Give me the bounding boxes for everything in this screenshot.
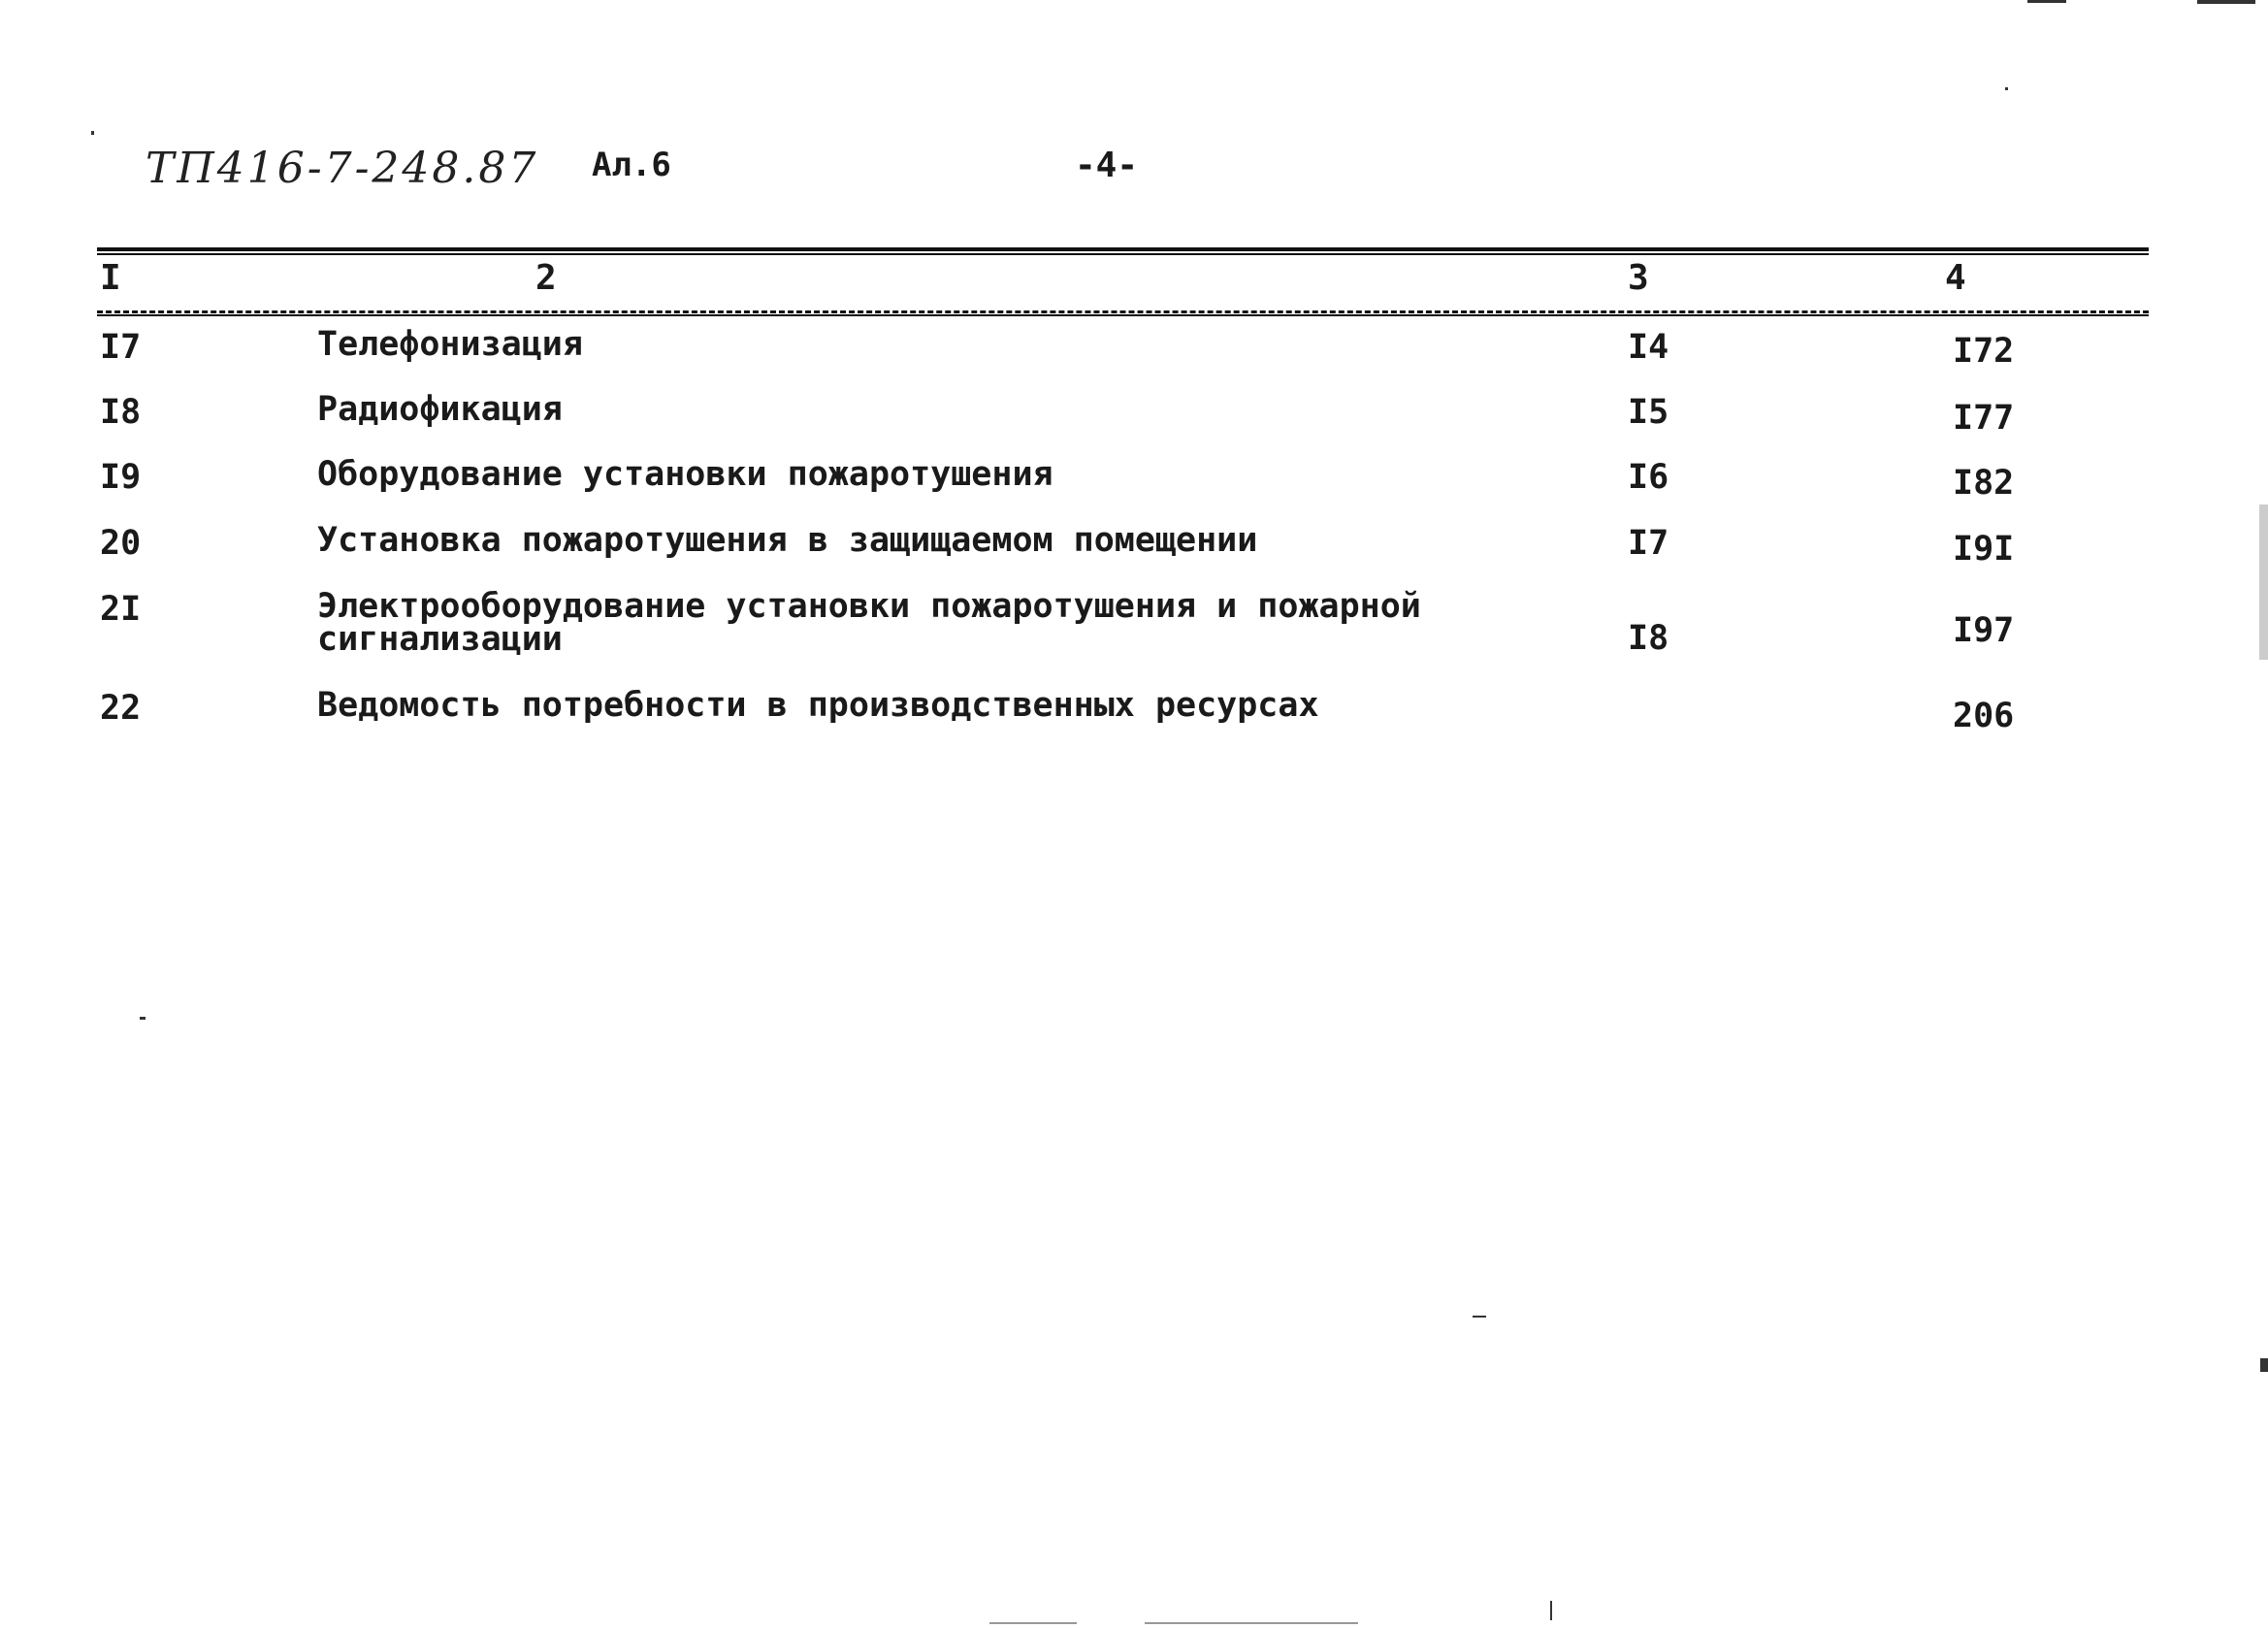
row-number: I8 — [100, 393, 142, 432]
scan-speck — [2027, 0, 2066, 3]
document-code: ТП416-7-248.87 — [146, 144, 539, 193]
row-page: I82 — [1953, 464, 2015, 503]
column-header-3: 3 — [1628, 258, 1649, 298]
row-number: I7 — [100, 328, 142, 367]
row-title: Установка пожаротушения в защищаемом помещении — [317, 521, 1258, 560]
row-title-line-1: Электрооборудование установки пожаротушения и пожарной — [317, 587, 1421, 626]
page-number: -4- — [1075, 146, 1139, 185]
scan-speck — [989, 1622, 1077, 1624]
scan-speck — [1145, 1622, 1358, 1624]
row-title: Оборудование установки пожаротушения — [317, 455, 1053, 494]
row-title-line-2: сигнализации — [317, 620, 563, 659]
row-number: I9 — [100, 458, 142, 497]
row-part: I5 — [1628, 393, 1669, 432]
row-page: 206 — [1953, 697, 2015, 735]
row-part: I7 — [1628, 524, 1669, 563]
row-title: Ведомость потребности в производственных ресурсах — [317, 686, 1319, 725]
scan-speck — [91, 131, 94, 135]
header-separator-rule-inner — [97, 314, 2149, 316]
row-title: Радиофикация — [317, 390, 563, 429]
column-header-2: 2 — [535, 258, 557, 298]
scan-speck — [2197, 0, 2255, 4]
column-header-4: 4 — [1945, 258, 1966, 298]
table-top-rule-inner — [97, 253, 2149, 255]
row-part: I8 — [1628, 619, 1669, 658]
row-number: 20 — [100, 524, 142, 563]
scan-speck — [140, 1017, 146, 1020]
scan-speck — [1550, 1601, 1552, 1620]
scan-edge — [2259, 505, 2268, 660]
row-number: 2I — [100, 590, 142, 629]
row-number: 22 — [100, 689, 142, 728]
row-part: I4 — [1628, 328, 1669, 367]
row-page: I9I — [1953, 530, 2015, 569]
column-header-1: I — [100, 258, 121, 298]
row-page: I97 — [1953, 611, 2015, 650]
scan-speck — [2260, 1358, 2268, 1372]
scan-speck — [2005, 87, 2008, 90]
scan-speck — [1473, 1316, 1486, 1318]
sheet-label: Ал.6 — [592, 146, 671, 184]
row-page: I77 — [1953, 399, 2015, 438]
row-title: Телефонизация — [317, 325, 583, 364]
header-separator-rule — [97, 310, 2149, 313]
row-part: I6 — [1628, 458, 1669, 497]
table-top-rule — [97, 247, 2149, 251]
row-page: I72 — [1953, 332, 2015, 371]
